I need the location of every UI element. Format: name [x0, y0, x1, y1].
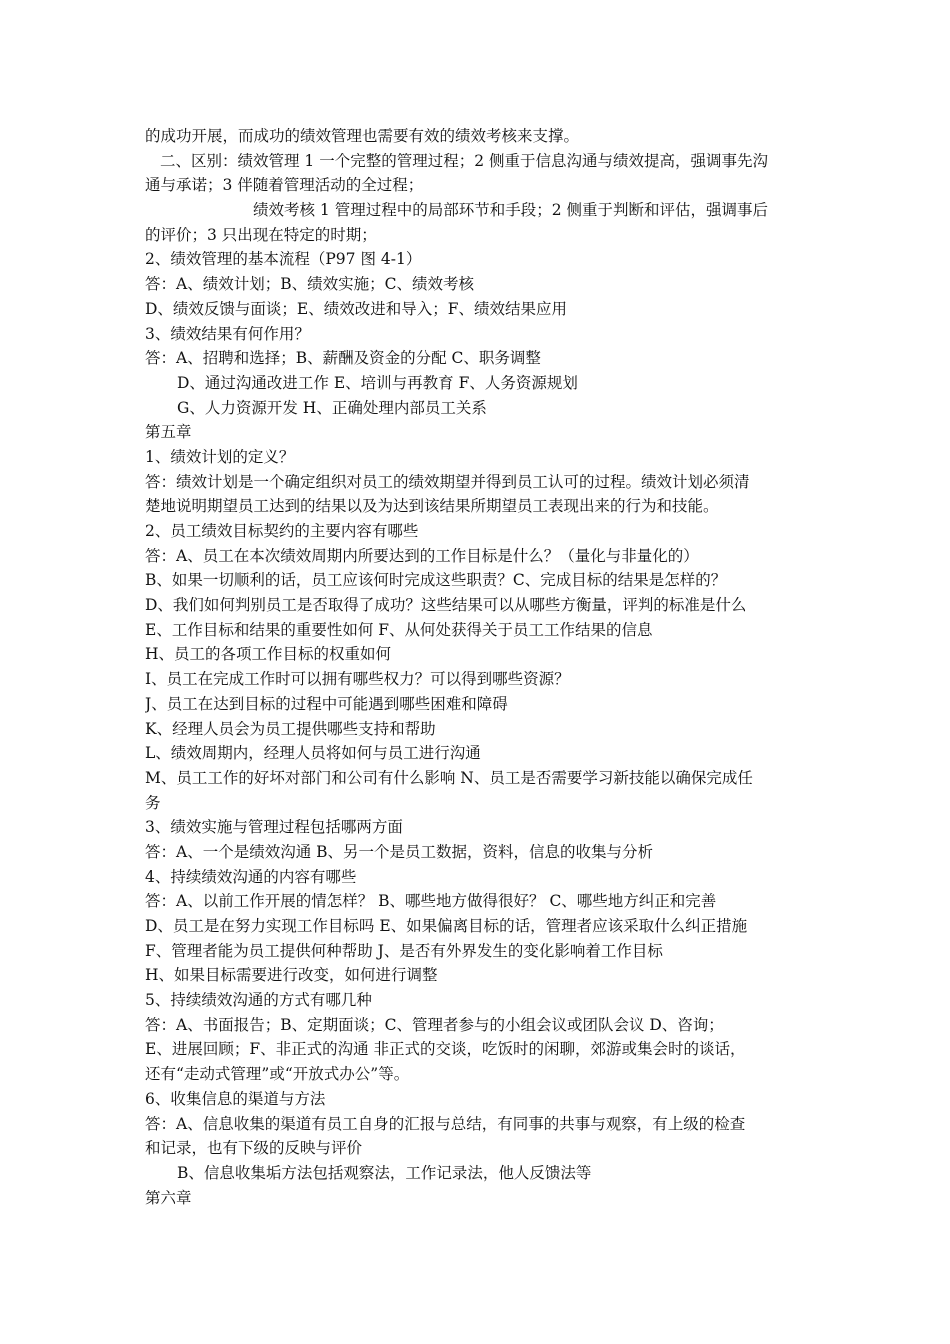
question-heading: 2、员工绩效目标契约的主要内容有哪些: [145, 522, 419, 540]
answer-line: D、我们如何判别员工是否取得了成功？这些结果可以从哪些方衡量，评判的标准是什么: [145, 596, 747, 615]
answer-line: M、员工工作的好坏对部门和公司有什么影响 N、员工是否需要学习新技能以确保完成任: [145, 768, 753, 787]
question-heading: 5、持续绩效沟通的方式有哪几种: [145, 991, 372, 1010]
answer-line: 答：A、书面报告；B、定期面谈；C、管理者参与的小组会议或团队会议 D、咨询；: [145, 1015, 724, 1034]
answer-line: E、工作目标和结果的重要性如何 F、从何处获得关于员工工作结果的信息: [145, 620, 653, 639]
text-line: 的成功开展，而成功的绩效管理也需要有效的绩效考核来支撑。: [145, 127, 580, 145]
answer-line: I、员工在完成工作时可以拥有哪些权力？可以得到哪些资源？: [145, 670, 570, 689]
text-line: 二、区别：绩效管理 1 一个完整的管理过程；2 侧重于信息沟通与绩效提高，强调事先沟: [160, 151, 769, 170]
answer-line: 楚地说明期望员工达到的结果以及为达到该结果所期望员工表现出来的行为和技能。: [145, 497, 719, 516]
text-line: 绩效考核 1 管理过程中的局部环节和手段；2 侧重于判断和评估，强调事后: [253, 201, 769, 220]
answer-line: H、员工的各项工作目标的权重如何: [145, 645, 392, 664]
answer-line: D、绩效反馈与面谈；E、绩效改进和导入；F、绩效结果应用: [145, 299, 567, 318]
text-line: 通与承诺；3 伴随着管理活动的全过程；: [145, 176, 424, 195]
answer-line: 答：A、一个是绩效沟通 B、另一个是员工数据，资料，信息的收集与分析: [145, 842, 654, 861]
answer-line: 答：A、信息收集的渠道有员工自身的汇报与总结，有同事的共事与观察，有上级的检查: [145, 1114, 746, 1133]
document-page: [145, 124, 810, 1210]
chapter-heading: 第五章: [145, 423, 192, 442]
answer-line: J、员工在达到目标的过程中可能遇到哪些困难和障碍: [145, 694, 508, 713]
answer-line: F、管理者能为员工提供何种帮助 J、是否有外界发生的变化影响着工作目标: [145, 941, 663, 960]
answer-line: E、进展回顾；F、非正式的沟通 非正式的交谈，吃饭时的闲聊，郊游或集会时的谈话，: [145, 1040, 746, 1059]
answer-line: 还有“走动式管理”或“开放式办公”等。: [145, 1065, 410, 1084]
question-heading: 4、持续绩效沟通的内容有哪些: [145, 867, 357, 886]
text-line: 的评价；3 只出现在特定的时期；: [145, 225, 377, 244]
answer-line: 务: [145, 793, 161, 812]
answer-line: 答：A、绩效计划；B、绩效实施；C、绩效考核: [145, 275, 474, 294]
question-heading: 6、收集信息的渠道与方法: [145, 1089, 326, 1108]
question-heading: 1、绩效计划的定义？: [145, 447, 295, 466]
answer-line: 答：A、以前工作开展的情怎样？ B、哪些地方做得很好？ C、哪些地方纠正和完善: [145, 892, 717, 911]
answer-line: H、如果目标需要进行改变，如何进行调整: [145, 966, 438, 985]
answer-line: 和记录，也有下级的反映与评价: [145, 1139, 363, 1158]
answer-line: K、经理人员会为员工提供哪些支持和帮助: [145, 719, 436, 738]
answer-line: 答：A、招聘和选择；B、薪酬及资金的分配 C、职务调整: [145, 349, 541, 368]
answer-line: D、通过沟通改进工作 E、培训与再教育 F、人务资源规划: [177, 373, 578, 392]
answer-line: B、如果一切顺利的话，员工应该何时完成这些职责？C、完成目标的结果是怎样的？: [145, 571, 727, 590]
question-heading: 3、绩效结果有何作用？: [145, 324, 310, 343]
answer-line: B、信息收集垢方法包括观察法，工作记录法，他人反馈法等: [177, 1163, 592, 1182]
chapter-heading: 第六章: [145, 1188, 192, 1207]
question-heading: 2、绩效管理的基本流程（P97 图 4-1）: [145, 250, 422, 269]
answer-line: G、人力资源开发 H、正确处理内部员工关系: [177, 398, 487, 417]
answer-line: D、员工是在努力实现工作目标吗 E、如果偏离目标的话，管理者应该采取什么纠正措施: [145, 917, 748, 935]
answer-line: L、绩效周期内，经理人员将如何与员工进行沟通: [145, 744, 481, 763]
question-heading: 3、绩效实施与管理过程包括哪两方面: [145, 818, 403, 837]
answer-line: 答：绩效计划是一个确定组织对员工的绩效期望并得到员工认可的过程。绩效计划必须清: [145, 472, 750, 491]
answer-line: 答：A、员工在本次绩效周期内所要达到的工作目标是什么？（量化与非量化的）: [145, 546, 699, 565]
